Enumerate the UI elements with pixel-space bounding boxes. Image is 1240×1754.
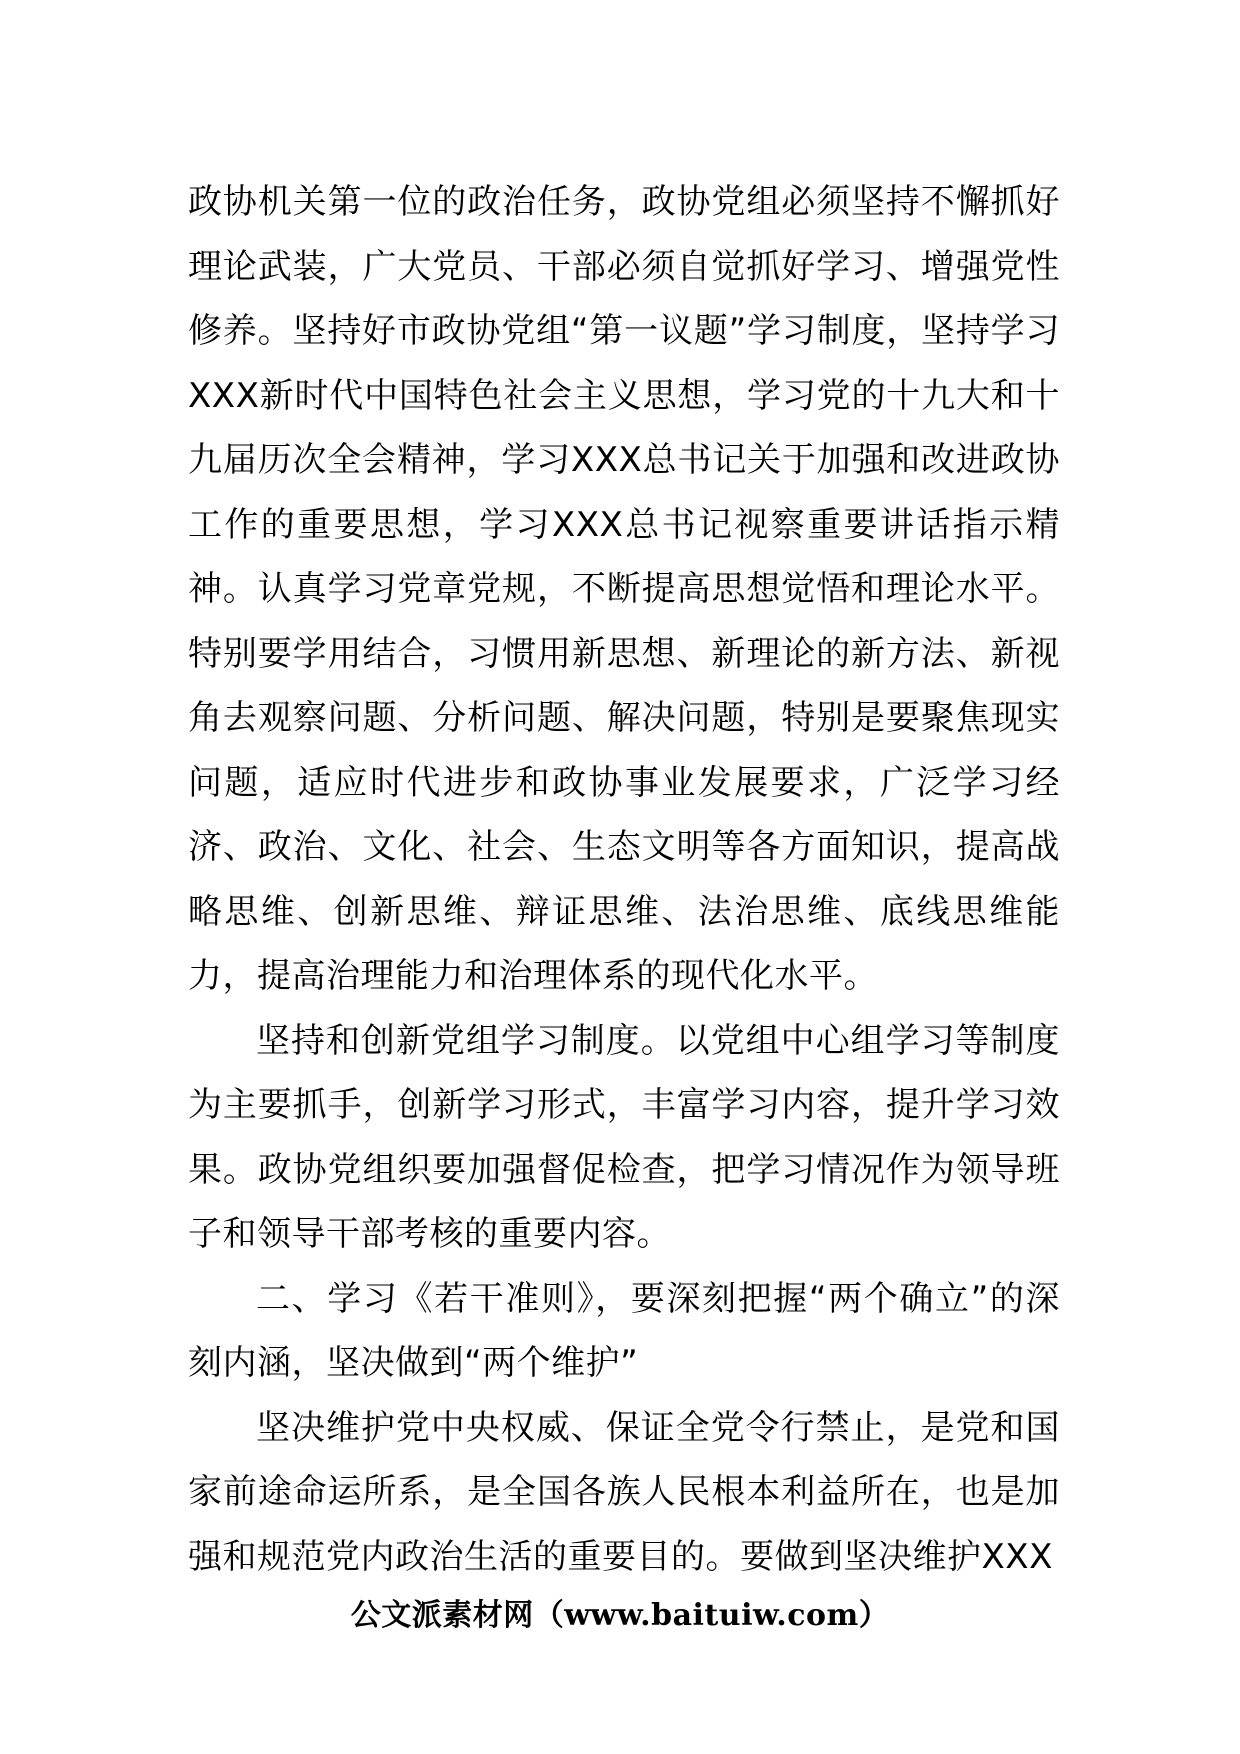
paragraph-2: 坚持和创新党组学习制度。以党组中心组学习等制度为主要抓手，创新学习形式，丰富学习内容，提升学习效果。政协党组织要加强督促检查，把学习情况作为领导班子和领导干部考核的重要内容。 [188,1020,1060,1254]
footer-watermark: 公文派素材网（www.baituiw.com） [350,1598,890,1633]
section-heading: 二、学习《若干准则》，要深刻把握“两个确立”的深刻内涵，坚决做到“两个维护” [188,1278,1060,1383]
document-body [188,170,1060,1589]
paragraph-3: 坚决维护党中央权威、保证全党令行禁止，是党和国家前途命运所系，是全国各族人民根本利益所在，也是加强和规范党内政治生活的重要目的。要做到坚决维护XXX [188,1407,1060,1577]
paragraph-1: 政协机关第一位的政治任务，政协党组必须坚持不懈抓好理论武装，广大党员、干部必须自觉抓好学习、增强党性修养。坚持好市政协党组“第一议题”学习制度，坚持学习XXX新时代中国特色社会主义思想，学习党的十九大和十九届历次全会精神，学习XXX总书记关于加强和改进政协工作的重要思想，学习XXX总书记视察重要讲话指示精神。认真学习党章党规，不断提高思想觉悟和理论水平。特别要学用结合，习惯用新思想、新理论的新方法、新视角去观察问题、分析问题、解决问题，特别是要聚焦现实问题，适应时代进步和政协事业发展要求，广泛学习经济、政治、文化、社会、生态文明等各方面知识，提高战略思维、创新思维、辩证思维、法治思维、底线思维能力，提高治理能力和治理体系的现代化水平。 [188,182,1060,996]
